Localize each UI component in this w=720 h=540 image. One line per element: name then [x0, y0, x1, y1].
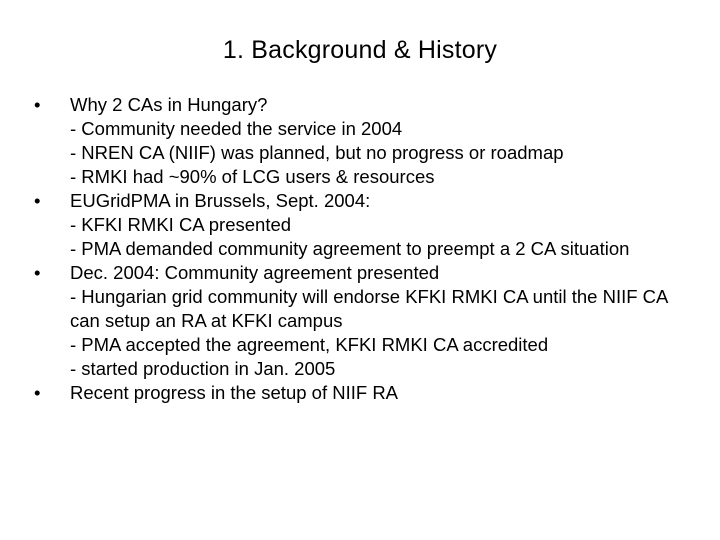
bullet-text: EUGridPMA in Brussels, Sept. 2004:	[70, 190, 371, 211]
bullet-list	[34, 93, 694, 405]
sub-item: - PMA demanded community agreement to preempt a 2 CA situation	[70, 238, 630, 259]
sub-item: - Community needed the service in 2004	[70, 118, 403, 139]
sub-item-list	[34, 285, 694, 381]
slide-title: 1. Background & History	[222, 36, 498, 64]
bullet-text: Recent progress in the setup of NIIF RA	[70, 382, 399, 403]
bullet-item	[34, 261, 694, 285]
bullet-item	[34, 189, 694, 213]
sub-item: - NREN CA (NIIF) was planned, but no progress or roadmap	[70, 142, 564, 163]
sub-item-list	[34, 117, 694, 189]
sub-item: - Hungarian grid community will endorse KFKI RMKI CA until the NIIF CA can setup an RA at KFKI campus	[70, 286, 668, 331]
bullet-item	[34, 381, 694, 405]
sub-item: - RMKI had ~90% of LCG users & resources	[70, 166, 435, 187]
bullet-dot-icon: •	[34, 382, 41, 403]
bullet-text: Dec. 2004: Community agreement presented	[70, 262, 440, 283]
bullet-dot-icon: •	[34, 262, 41, 283]
bullet-dot-icon: •	[34, 94, 41, 115]
sub-item: - KFKI RMKI CA presented	[70, 214, 292, 235]
sub-item-list	[34, 213, 694, 261]
bullet-item	[34, 93, 694, 117]
sub-item: - PMA accepted the agreement, KFKI RMKI CA accredited	[70, 334, 549, 355]
sub-item: - started production in Jan. 2005	[70, 358, 336, 379]
bullet-text: Why 2 CAs in Hungary?	[70, 94, 268, 115]
bullet-dot-icon: •	[34, 190, 41, 211]
